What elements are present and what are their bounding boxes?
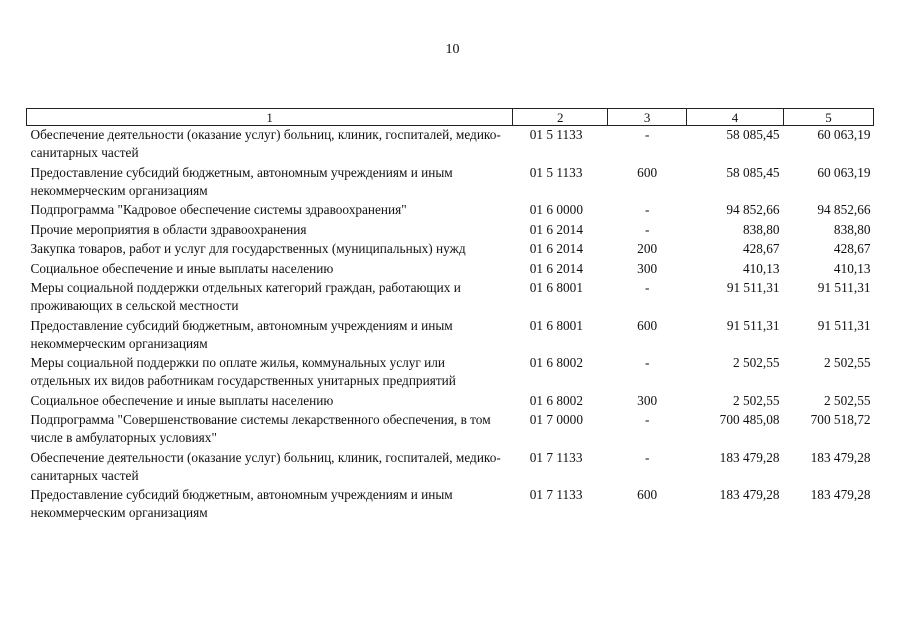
row-name: Социальное обеспечение и иные выплаты населению: [30, 392, 334, 408]
header-col-1: 1: [27, 109, 513, 126]
row-amount-2: 91 511,31: [817, 317, 871, 333]
row-name: Подпрограмма "Кадровое обеспечение системы здравоохранения": [30, 202, 407, 217]
row-expense-type: -: [644, 280, 650, 295]
table-header: [27, 109, 874, 126]
row-amount-1: 183 479,28: [719, 449, 780, 465]
row-code: 01 6 2014: [529, 260, 583, 276]
row-name: Предоставление субсидий бюджетным, автономным учреждениям и иным некоммерческим организациям: [30, 164, 453, 198]
row-amount-1: 410,13: [742, 260, 780, 276]
row-amount-1: 91 511,31: [726, 280, 780, 295]
budget-table: [26, 108, 874, 524]
row-code: 01 7 0000: [529, 412, 583, 427]
table-row: [27, 317, 874, 355]
table-row: [27, 392, 874, 412]
row-name: Социальное обеспечение и иные выплаты населению: [30, 260, 334, 276]
row-amount-1: 91 511,31: [726, 317, 780, 333]
row-code: 01 5 1133: [529, 127, 583, 142]
row-amount-2: 700 518,72: [810, 412, 871, 427]
row-expense-type: -: [644, 127, 650, 142]
row-code: 01 6 8002: [529, 355, 583, 370]
table-row: [27, 240, 874, 260]
row-amount-2: 2 502,55: [823, 392, 871, 408]
table-row: [27, 279, 874, 317]
row-amount-1: 58 085,45: [726, 127, 780, 142]
row-amount-1: 838,80: [742, 221, 780, 237]
table-row: [27, 221, 874, 241]
header-col-5: 5: [784, 109, 874, 126]
header-row: [27, 109, 874, 126]
row-code: 01 6 8002: [529, 392, 583, 408]
row-expense-type: 600: [637, 164, 658, 180]
row-amount-2: 60 063,19: [817, 127, 871, 142]
row-expense-type: 300: [637, 260, 658, 276]
row-expense-type: -: [644, 355, 650, 370]
table-row: [27, 449, 874, 487]
row-expense-type: 200: [637, 241, 658, 256]
row-code: 01 6 2014: [529, 241, 583, 256]
row-code: 01 6 2014: [529, 221, 583, 237]
header-col-2: 2: [513, 109, 608, 126]
row-code: 01 7 1133: [529, 487, 583, 502]
row-code: 01 5 1133: [529, 164, 583, 180]
row-amount-2: 410,13: [833, 260, 871, 276]
row-name: Обеспечение деятельности (оказание услуг) больниц, клиник, госпиталей, медико-санитарных частей: [30, 127, 501, 160]
row-amount-1: 2 502,55: [732, 355, 780, 370]
table-row: [27, 201, 874, 221]
row-amount-1: 700 485,08: [719, 412, 780, 427]
row-name: Закупка товаров, работ и услуг для государственных (муниципальных) нужд: [30, 241, 466, 256]
row-amount-2: 838,80: [833, 221, 871, 237]
row-amount-2: 183 479,28: [810, 449, 871, 465]
row-name: Прочие мероприятия в области здравоохранения: [30, 221, 307, 237]
row-expense-type: 300: [637, 392, 658, 408]
row-name: Предоставление субсидий бюджетным, автономным учреждениям и иным некоммерческим организациям: [30, 487, 453, 520]
row-code: 01 6 8001: [529, 280, 583, 295]
row-expense-type: -: [644, 412, 650, 427]
row-expense-type: -: [644, 449, 650, 465]
row-amount-2: 91 511,31: [817, 280, 871, 295]
row-amount-2: 94 852,66: [817, 202, 871, 217]
row-expense-type: -: [644, 221, 650, 237]
page-number: 10: [445, 42, 460, 57]
header-col-4: 4: [687, 109, 784, 126]
row-amount-1: 2 502,55: [732, 392, 780, 408]
row-amount-2: 183 479,28: [810, 487, 871, 502]
row-expense-type: 600: [637, 487, 658, 502]
row-expense-type: -: [644, 202, 650, 217]
row-amount-2: 60 063,19: [817, 164, 871, 180]
row-amount-2: 2 502,55: [823, 355, 871, 370]
row-name: Меры социальной поддержки по оплате жилья, коммунальных услуг или отдельных их видов работникам государственных унитарных предприятий: [30, 355, 456, 388]
table-row: [27, 164, 874, 202]
row-amount-1: 183 479,28: [719, 487, 780, 502]
table-body: [27, 126, 874, 524]
row-amount-1: 428,67: [742, 241, 780, 256]
row-amount-1: 58 085,45: [726, 164, 780, 180]
row-code: 01 6 0000: [529, 202, 583, 217]
table-row: [27, 126, 874, 164]
row-code: 01 7 1133: [529, 449, 583, 465]
row-name: Предоставление субсидий бюджетным, автономным учреждениям и иным некоммерческим организациям: [30, 317, 453, 351]
table-row: [27, 354, 874, 392]
table-row: [27, 486, 874, 524]
row-name: Обеспечение деятельности (оказание услуг) больниц, клиник, госпиталей, медико-санитарных частей: [30, 449, 501, 483]
row-name: Подпрограмма "Совершенствование системы лекарственного обеспечения, в том числе в амбулаторных условиях": [30, 412, 491, 445]
header-col-3: 3: [608, 109, 687, 126]
table-row: [27, 411, 874, 449]
table-row: [27, 260, 874, 280]
row-amount-1: 94 852,66: [726, 202, 780, 217]
row-amount-2: 428,67: [833, 241, 871, 256]
row-code: 01 6 8001: [529, 317, 583, 333]
row-name: Меры социальной поддержки отдельных категорий граждан, работающих и проживающих в сельской местности: [30, 280, 461, 313]
row-expense-type: 600: [637, 317, 658, 333]
